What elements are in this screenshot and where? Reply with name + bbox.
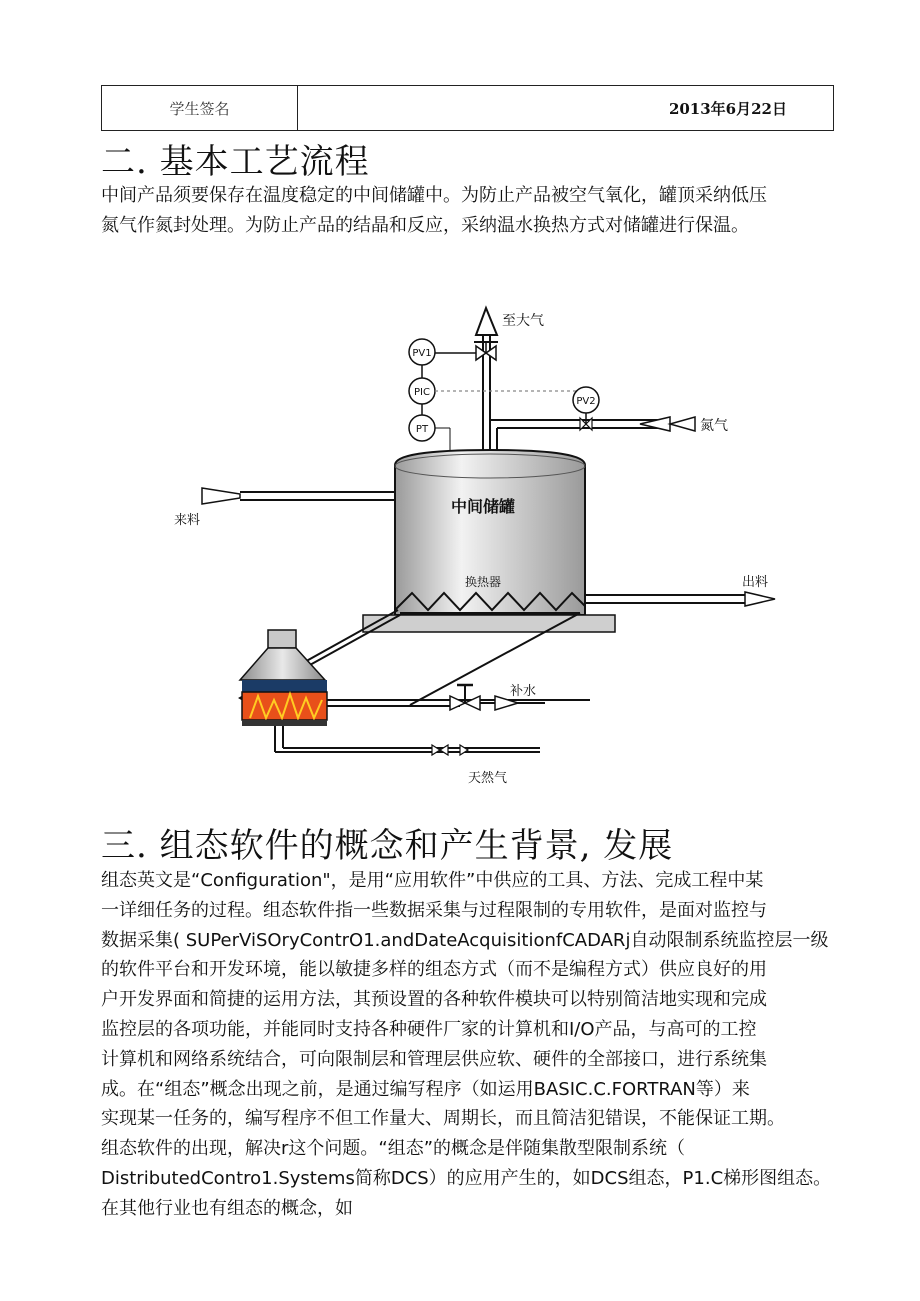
- label-heat-exchanger: 换热器: [464, 575, 502, 589]
- signature-label: 学生签名: [102, 86, 298, 130]
- text-line: 成。在“组态”概念出现之前，是通过编写程序（如运用BASIC.C.FORTRAN等）来: [101, 1078, 750, 1100]
- label-nitrogen: 氮气: [700, 418, 728, 434]
- text-line: 数据采集( SUPerViSOryContrO1.andDateAcquisitionfCADARj自动限制系统监控层一级: [101, 929, 829, 951]
- instrument-pv2-label: PV2: [576, 396, 596, 407]
- instrument-pic-label: PIC: [414, 387, 430, 398]
- section-heading-process: 二. 基本工艺流程: [101, 142, 370, 182]
- label-tank: 中间储罐: [450, 497, 516, 516]
- valve-pv1: [435, 342, 498, 360]
- text-line: 户开发界面和简捷的运用方法，其预设置的各种软件模块可以特别简洁地实现和完成: [101, 989, 767, 1011]
- signature-date: 2013年6月22日: [668, 99, 787, 118]
- instrument-pt-label: PT: [415, 424, 429, 435]
- tank-base: [363, 615, 615, 632]
- text-line: 实现某一任务的，编写程序不但工作量大、周期长，而且简洁犯错误，不能保证工期。: [101, 1108, 785, 1130]
- text-line: 计算机和网络系统结合，可向限制层和管理层供应软、硬件的全部接口，进行系统集: [101, 1048, 767, 1070]
- text-line: 一详细任务的过程。组态软件指一些数据采集与过程限制的专用软件，是面对监控与: [101, 899, 767, 921]
- text-line: DistributedContro1.Systems简称DCS）的应用产生的，如DCS组态，P1.C梯形图组态。: [101, 1167, 832, 1189]
- storage-tank: [363, 450, 615, 632]
- text-line: 的软件平台和开发环境，能以敏捷多样的组态方式（而不是编程方式）供应良好的用: [101, 959, 767, 981]
- text-line: 氮气作氮封处理。为防止产品的结晶和反应，采纳温水换热方式对储罐进行保温。: [101, 214, 749, 236]
- label-feed-out: 出料: [742, 575, 769, 590]
- section-heading-concept: 三. 组态软件的概念和产生背景, 发展: [101, 826, 674, 866]
- instrument-pv1: [409, 339, 435, 365]
- paragraph-process: [101, 181, 846, 241]
- feed-out-arrow-icon: [745, 592, 775, 606]
- label-makeup-water: 补水: [510, 684, 537, 699]
- nitrogen-line: [490, 417, 728, 450]
- label-natural-gas: 天然气: [468, 771, 508, 786]
- makeup-water-line: [450, 683, 542, 710]
- label-to-atmosphere: 至大气: [502, 313, 544, 329]
- feed-out-line: [585, 574, 775, 606]
- instrument-pt: [409, 415, 435, 441]
- natural-gas-line: [275, 726, 540, 786]
- text-line: 组态软件的出现，解决r这个问题。“组态”的概念是伴随集散型限制系统（: [101, 1138, 686, 1160]
- instrument-pv2: [573, 387, 599, 413]
- vent-arrow-icon: [476, 308, 497, 335]
- burner: [240, 630, 327, 726]
- paragraph-concept: [101, 866, 846, 1224]
- text-line: 中间产品须要保存在温度稳定的中间储罐中。为防止产品被空气氧化，罐顶采纳低压: [101, 185, 767, 206]
- instrument-pv1-label: PV1: [412, 348, 432, 359]
- process-flow-diagram: [150, 290, 790, 800]
- text-line: 监控层的各项功能，并能同时支持各种硬件厂家的计算机和I/O产品，与高可的工控: [101, 1018, 757, 1040]
- text-line: 在其他行业也有组态的概念，如: [101, 1197, 353, 1219]
- instrument-pic: [409, 378, 435, 404]
- signature-table: [101, 85, 834, 131]
- label-feed-in: 来料: [174, 513, 201, 528]
- feed-in-line: [174, 488, 395, 528]
- text-line: 组态英文是“Configuration"，是用“应用软件”中供应的工具、方法、完成工程中某: [101, 870, 764, 891]
